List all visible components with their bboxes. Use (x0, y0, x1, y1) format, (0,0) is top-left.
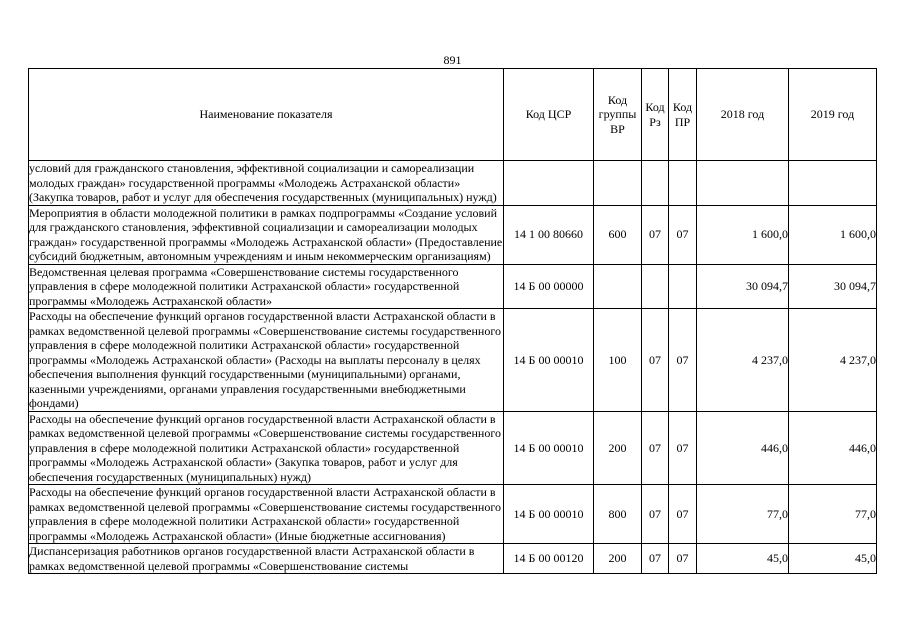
table-row (29, 309, 877, 412)
row-name: Диспансеризация работников органов государственной власти Астраханской области в рамках ведомственной целевой программы «Совершенствование системы (29, 544, 504, 574)
row-2019: 1 600,0 (789, 205, 877, 264)
header-name: Наименование показателя (29, 69, 504, 161)
row-name: Расходы на обеспечение функций органов государственной власти Астраханской области в рамках ведомственной целевой программы «Совершенствование системы государственного управления в сфере молодежной политики Астраханской области» государственной программы «Молодежь Астраханской области» (Закупка товаров, работ и услуг для обеспечения государственных (муниципальных) нужд) (29, 411, 504, 485)
row-name: Мероприятия в области молодежной политики в рамках подпрограммы «Создание условий для гражданского становления, эффективной социализации и самореализации молодых граждан» государственной программы «Молодежь Астраханской области» (Предоставление субсидий бюджетным, автономным учреждениям и иным некоммерческим организациям) (29, 205, 503, 263)
row-pr: 07 (669, 485, 697, 544)
row-vr (594, 264, 642, 309)
header-csr: Код ЦСР (504, 69, 594, 161)
header-pr: Код ПР (669, 69, 697, 161)
row-2019: 446,0 (789, 411, 877, 485)
row-name: Расходы на обеспечение функций органов государственной власти Астраханской области в рамках ведомственной целевой программы «Совершенствование системы государственного управления в сфере молодежной политики Астраханской области» государственной программы «Молодежь Астраханской области» (Иные бюджетные ассигнования) (29, 485, 504, 544)
row-pr: 07 (669, 205, 697, 264)
row-vr (594, 161, 642, 206)
row-rz: 07 (642, 205, 669, 264)
row-2019: 45,0 (789, 544, 877, 574)
row-pr: 07 (669, 544, 697, 574)
row-csr: 14 Б 00 00010 (504, 485, 594, 544)
row-csr: 14 Б 00 00120 (504, 544, 594, 574)
budget-table (28, 68, 877, 574)
row-2018: 30 094,7 (697, 264, 789, 309)
row-rz: 07 (642, 309, 669, 412)
row-pr (669, 264, 697, 309)
row-csr: 14 1 00 80660 (504, 205, 594, 264)
row-2019: 30 094,7 (789, 264, 877, 309)
table-row (29, 544, 877, 574)
row-vr: 200 (594, 544, 642, 574)
row-2018: 77,0 (697, 485, 789, 544)
row-2019: 77,0 (789, 485, 877, 544)
header-vr: Код группы ВР (594, 69, 642, 161)
row-rz: 07 (642, 485, 669, 544)
row-vr: 600 (594, 205, 642, 264)
row-vr: 800 (594, 485, 642, 544)
row-csr (504, 161, 594, 206)
row-name: условий для гражданского становления, эффективной социализации и самореализации молодых граждан» государственной программы «Молодежь Астраханской области» (Закупка товаров, работ и услуг для обеспечения государственных (муниципальных) нужд) (29, 161, 504, 206)
table-row (29, 205, 877, 264)
row-2018 (697, 161, 789, 206)
table-row (29, 161, 877, 206)
row-rz: 07 (642, 411, 669, 485)
row-rz (642, 264, 669, 309)
row-pr: 07 (669, 309, 697, 412)
table-row (29, 411, 877, 485)
row-csr: 14 Б 00 00000 (504, 264, 594, 309)
row-csr: 14 Б 00 00010 (504, 411, 594, 485)
row-rz (642, 161, 669, 206)
table-row (29, 485, 877, 544)
row-pr: 07 (669, 411, 697, 485)
page-number: 891 (443, 53, 462, 67)
header-2019: 2019 год (789, 69, 877, 161)
row-2018: 45,0 (697, 544, 789, 574)
row-2019: 4 237,0 (789, 309, 877, 412)
row-2018: 446,0 (697, 411, 789, 485)
row-rz: 07 (642, 544, 669, 574)
table-header-row (29, 69, 877, 161)
row-pr (669, 161, 697, 206)
header-rz: Код Рз (642, 69, 669, 161)
header-2018: 2018 год (697, 69, 789, 161)
row-name: Расходы на обеспечение функций органов государственной власти Астраханской области в рамках ведомственной целевой программы «Совершенствование системы государственного управления в сфере молодежной политики Астраханской области» государственной программы «Молодежь Астраханской области» (Расходы на выплаты персоналу в целях обеспечения выполнения функций государственными (муниципальными) органами, казенными учреждениями, органами управления государственными внебюджетными фондами) (29, 309, 504, 412)
row-vr: 200 (594, 411, 642, 485)
row-2019 (789, 161, 877, 206)
row-csr: 14 Б 00 00010 (504, 309, 594, 412)
row-vr: 100 (594, 309, 642, 412)
row-2018: 4 237,0 (697, 309, 789, 412)
row-name: Ведомственная целевая программа «Совершенствование системы государственного управления в сфере молодежной политики Астраханской области» государственной программы «Молодежь Астраханской области» (29, 264, 504, 309)
row-2018: 1 600,0 (697, 205, 789, 264)
table-row (29, 264, 877, 309)
